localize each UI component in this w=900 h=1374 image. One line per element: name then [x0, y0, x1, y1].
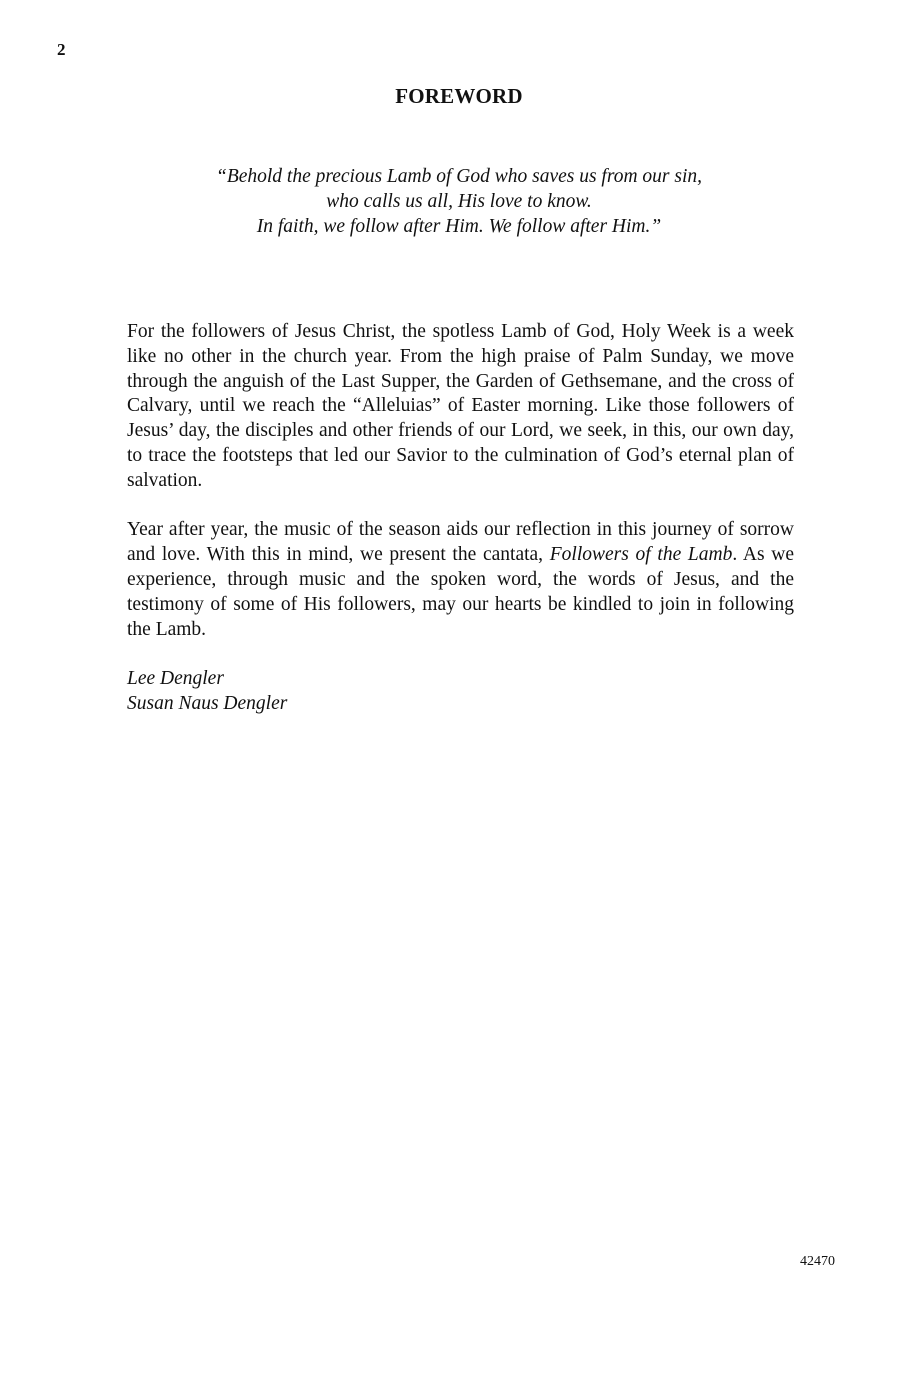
epigraph — [0, 164, 900, 239]
paragraph-two-after: . As we experience, through music and the spoken word, the words of Jesus, and the testimony of some of His followers, may our hearts be kindled to join in following the Lamb. — [127, 544, 794, 640]
epigraph-line: “Behold the precious Lamb of God who saves us from our sin, — [215, 166, 703, 187]
page-title: FOREWORD — [395, 84, 523, 108]
catalog-number: 42470 — [800, 1254, 835, 1269]
foreword-body — [127, 320, 794, 717]
signature-name: Lee Dengler — [127, 668, 224, 690]
signature-name: Susan Naus Dengler — [127, 692, 288, 714]
page-number: 2 — [57, 40, 66, 59]
signatures — [127, 667, 794, 717]
cantata-title: Followers of the Lamb — [549, 544, 733, 566]
epigraph-line: who calls us all, His love to know. — [326, 191, 592, 212]
paragraph-one: For the followers of Jesus Christ, the spotless Lamb of God, Holy Week is a week like no other in the church year. From the high praise of Palm Sunday, we move through the anguish of the Last Supper, the Garden of Gethsemane, and the cross of Calvary, until we reach the “Alleluias” of Easter morning. Like those followers of Jesus’ day, the disciples and other friends of our Lord, we seek, in this, our own day, to trace the footsteps that led our Savior to the culmination of God’s eternal plan of salvation. — [127, 321, 794, 491]
epigraph-line: In faith, we follow after Him. We follow after Him.” — [256, 216, 662, 237]
paragraph-two-before: Year after year, the music of the season aids our reflection in this journey of sorrow and love. With this in mind, we present the cantata, — [127, 519, 794, 566]
paragraph-two — [127, 518, 794, 642]
